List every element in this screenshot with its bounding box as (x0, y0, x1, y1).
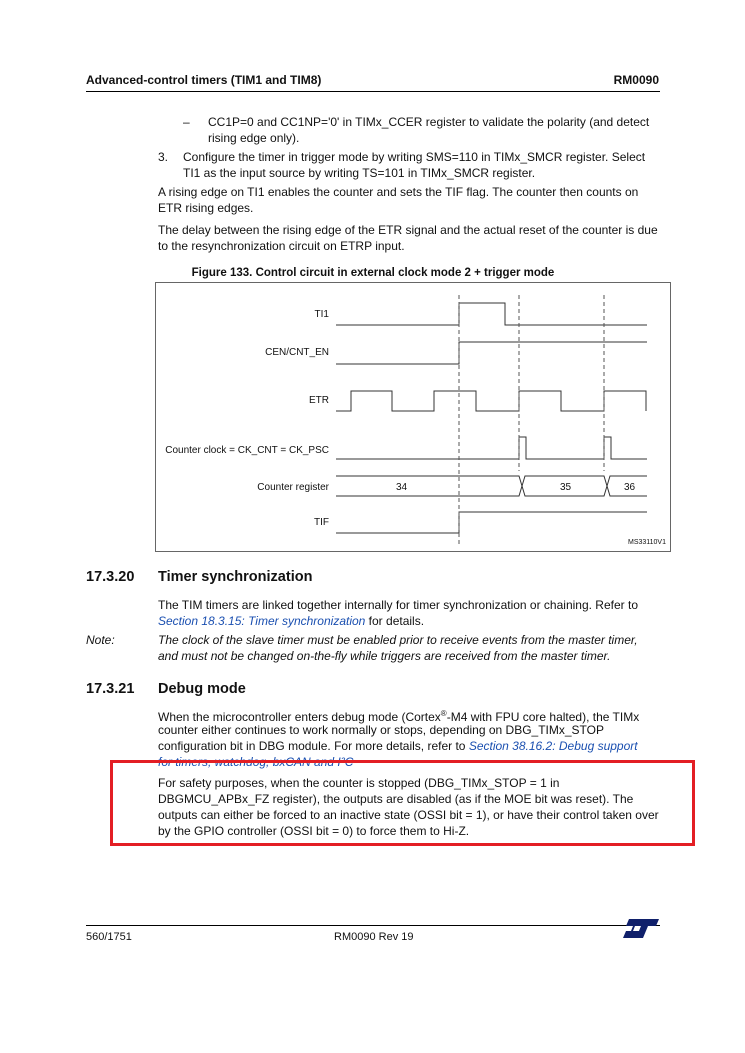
figure-ref: MS33110V1 (627, 539, 666, 546)
doc-revision: RM0090 Rev 19 (334, 931, 414, 943)
st-logo (622, 917, 660, 939)
debug-line-3: configuration bit in DBG module. For more details, refer to Section 38.16.2: Debug support (158, 739, 638, 753)
debug-line-1: When the microcontroller enters debug mode (Cortex®-M4 with FPU core halted), the TIMx (158, 709, 640, 724)
debug-support-link[interactable]: Section 38.16.2: Debug support (468, 739, 638, 753)
header-rule (86, 91, 660, 92)
section-number: 17.3.20 (86, 569, 135, 585)
signal-label: ETR (309, 395, 329, 406)
step-number: 3. (158, 150, 169, 164)
signal-label: Counter clock = CK_CNT = CK_PSC (165, 445, 329, 456)
dash-item-text: CC1P=0 and CC1NP='0' in TIMx_CCER register to validate the polarity (and detect rising edge only). (208, 115, 650, 145)
timing-waveforms (156, 283, 670, 551)
footer-rule (86, 925, 660, 926)
debug-line-2: counter either continues to work normally or stops, depending on DBG_TIMx_STOP (158, 723, 604, 737)
section-title: Timer synchronization (158, 569, 313, 585)
figure-title: Figure 133. Control circuit in external clock mode 2 + trigger mode (191, 267, 555, 279)
section-title: Debug mode (158, 681, 246, 697)
note-text: The clock of the slave timer must be enabled prior to receive events from the master timer, and must not be changed on-the-fly while triggers are received from the master timer. (158, 633, 638, 663)
header-title: Advanced-control timers (TIM1 and TIM8) (86, 73, 322, 87)
sync-paragraph: The TIM timers are linked together internally for timer synchronization or chaining. Refer to Section 18.3.15: Timer synchronization for details. (158, 598, 638, 628)
dash-bullet: – (183, 115, 190, 129)
paragraph-delay: The delay between the rising edge of the ETR signal and the actual reset of the counter is due to the resynchronization circuit on ETRP input. (158, 223, 658, 253)
header-docref: RM0090 (613, 73, 659, 87)
signal-label: CEN/CNT_EN (265, 347, 329, 358)
counter-register-bus (336, 476, 647, 496)
etr-wave (336, 391, 646, 411)
counter-value: 34 (396, 482, 408, 493)
sync-section-link[interactable]: Section 18.3.15: Timer synchronization (158, 614, 366, 628)
timing-diagram (155, 282, 671, 552)
section-number: 17.3.21 (86, 681, 135, 697)
cen-wave (336, 342, 647, 364)
safety-paragraph: For safety purposes, when the counter is stopped (DBG_TIMx_STOP = 1 in DBGMCU_APBx_FZ register), the outputs are disabled (as if the MOE bit was reset). The outputs can either be forced to an inactive state (OSSI bit = 1), or have their control taken over by the GPIO controller (OSSI bit = 0) to force them to Hi-Z. (158, 776, 659, 838)
note-label: Note: (86, 633, 115, 647)
signal-label: TIF (314, 517, 329, 528)
signal-label: TI1 (314, 309, 329, 320)
page-number: 560/1751 (86, 931, 132, 943)
signal-label: Counter register (257, 482, 329, 493)
counter-value: 35 (560, 482, 572, 493)
tif-wave (336, 512, 647, 533)
paragraph-rising-edge: A rising edge on TI1 enables the counter and sets the TIF flag. The counter then counts on ETR rising edges. (158, 185, 639, 215)
counter-clock-wave (336, 437, 647, 459)
step-text: Configure the timer in trigger mode by writing SMS=110 in TIMx_SMCR register. Select TI1 as the input source by writing TS=101 in TIMx_SMCR register. (183, 150, 646, 180)
counter-value: 36 (624, 482, 636, 493)
debug-line-4-clipped: for timers, watchdog, bxCAN and I²C (158, 755, 354, 769)
ti1-wave (336, 303, 647, 325)
